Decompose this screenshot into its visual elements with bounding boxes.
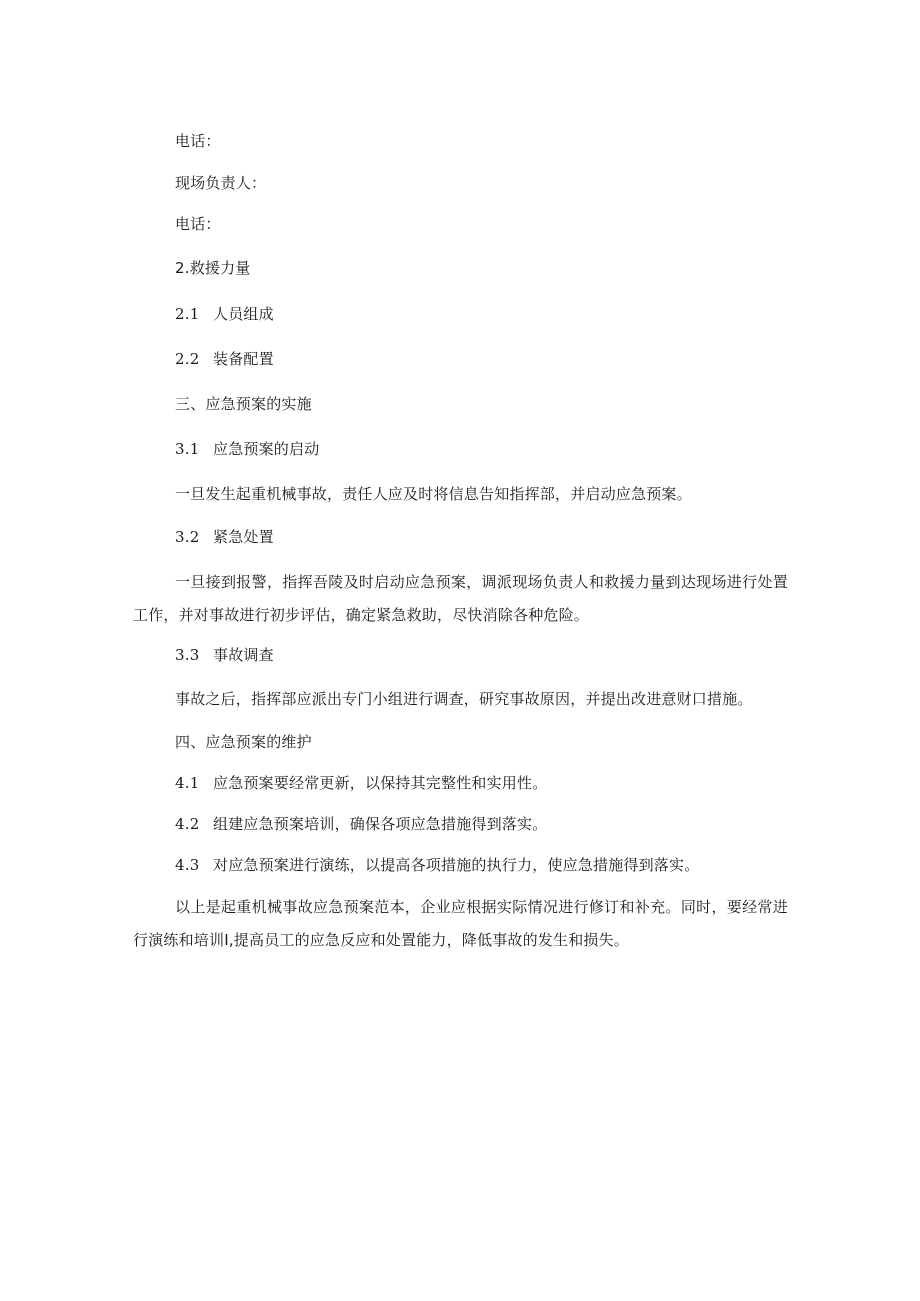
section-4-heading: 四、应急预案的维护	[175, 733, 312, 751]
section-title: 应急预案的启动	[213, 440, 320, 458]
onsite-lead-label: 现场负责人：	[175, 174, 267, 192]
section-number: 4.3	[175, 856, 200, 874]
section-4-1	[175, 773, 547, 793]
section-3-3-body: 事故之后，指挥部应派出专门小组进行调查，研究事故原因，并提出改进意财口措施。	[175, 690, 753, 708]
section-number: 3.1	[175, 440, 200, 458]
section-number: 4.2	[175, 815, 200, 833]
section-title: 人员组成	[213, 305, 274, 323]
section-number: 3.3	[175, 646, 200, 664]
section-title: 紧急处置	[213, 528, 274, 546]
section-number: 3.2	[175, 528, 200, 546]
section-3-1	[175, 439, 319, 459]
section-number: 2.2	[175, 350, 200, 368]
section-title: 对应急预案进行演练，以提高各项措施的执行力，使应急措施得到落实。	[213, 856, 700, 874]
section-2-1	[175, 304, 274, 324]
phone-label-1: 电话：	[175, 132, 221, 150]
section-4-2	[175, 814, 547, 834]
section-2-2	[175, 349, 274, 369]
section-3-1-body: 一旦发生起重机械事故，责任人应及时将信息告知指挥部，并启动应急预案。	[175, 485, 692, 503]
section-number: 2.1	[175, 305, 200, 323]
section-title: 装备配置	[213, 350, 274, 368]
conclusion-paragraph: 以上是起重机械事故应急预案范本，企业应根据实际情况进行修订和补充。同时，要经常进行演练和培训I,提高员工的应急反应和处置能力，降低事故的发生和损失。	[133, 898, 788, 949]
section-title: 应急预案要经常更新，以保持其完整性和实用性。	[213, 774, 548, 792]
section-number: 4.1	[175, 774, 200, 792]
section-title: 事故调查	[213, 646, 274, 664]
rescue-force-heading: 2.救援力量	[175, 259, 251, 277]
section-3-3	[175, 645, 274, 665]
section-title: 组建应急预案培训，确保各项应急措施得到落实。	[213, 815, 548, 833]
section-4-3	[175, 855, 699, 875]
phone-label-2: 电话：	[175, 215, 221, 233]
section-3-2-body: 一旦接到报警，指挥吾陵及时启动应急预案，调派现场负责人和救援力量到达现场进行处置工作，并对事故进行初步评估，确定紧急救助，尽快消除各种危险。	[133, 573, 788, 624]
section-3-2	[175, 527, 274, 547]
section-3-heading: 三、应急预案的实施	[175, 395, 312, 413]
